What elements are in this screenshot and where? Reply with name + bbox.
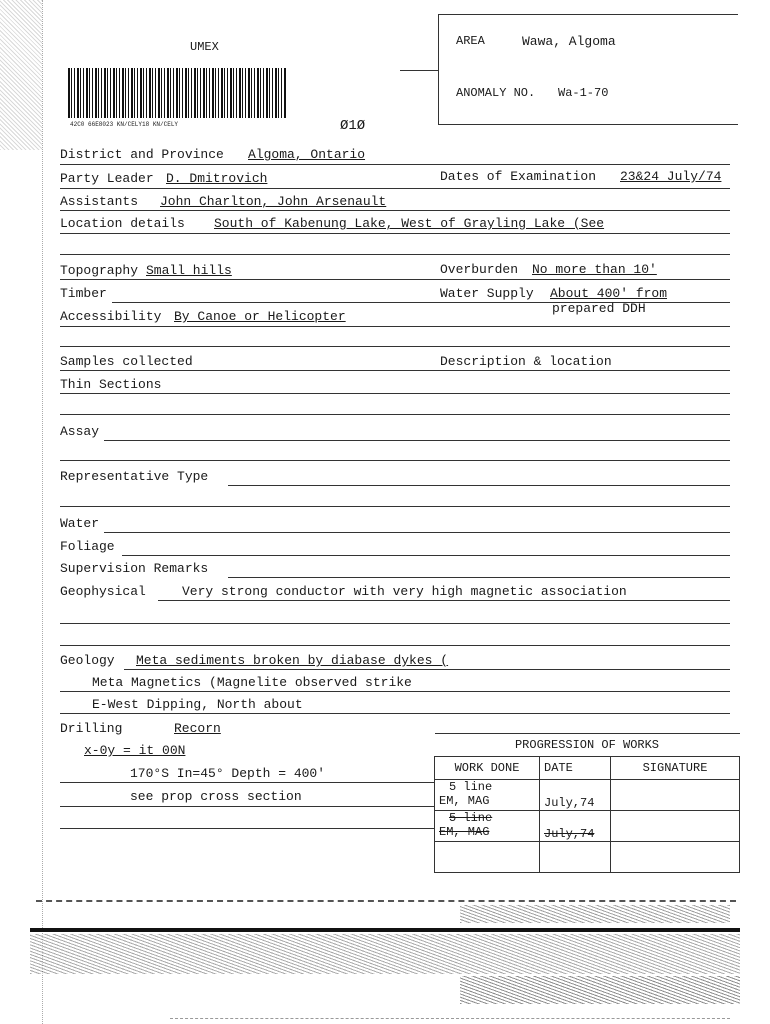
date-cell: July,74: [540, 780, 611, 811]
header-bottom-rule: [438, 124, 738, 125]
rule: [60, 645, 730, 646]
rule: [60, 460, 730, 461]
drilling-line-4: see prop cross section: [130, 789, 302, 804]
party-leader-value: D. Dmitrovich: [166, 171, 268, 186]
drilling-line-3: 170°S In=45° Depth = 400': [130, 766, 326, 781]
rule: [60, 806, 434, 807]
header-work-done: WORK DONE: [435, 757, 540, 780]
dates-value: 23&24 July/74: [620, 169, 722, 184]
area-label: AREA: [456, 34, 485, 48]
water-label: Water: [60, 516, 100, 531]
drilling-label: Drilling: [60, 721, 123, 736]
header-date: DATE: [540, 757, 611, 780]
description-label: Description & location: [440, 354, 612, 369]
geology-label: Geology: [60, 653, 115, 668]
party-leader-label: Party Leader: [60, 171, 154, 186]
work-line-2: EM, MAG: [439, 794, 490, 808]
geology-line-2: Meta Magnetics (Magnelite observed strike: [92, 675, 412, 690]
table-row: [435, 780, 740, 811]
geophysical-value: Very strong conductor with very high magnetic association: [182, 584, 627, 599]
header-signature: SIGNATURE: [611, 757, 740, 780]
header-top-rule: [438, 14, 738, 15]
rule: [60, 713, 730, 714]
assay-label: Assay: [60, 424, 100, 439]
scan-edge: [42, 0, 43, 1024]
geology-value: Meta sediments broken by diabase dykes (: [136, 653, 449, 668]
rule: [60, 623, 730, 624]
rule: [60, 370, 730, 371]
work-done-cell: [435, 811, 540, 842]
rule: [60, 828, 434, 829]
rule: [60, 691, 730, 692]
foliage-label: Foliage: [60, 539, 115, 554]
water-supply-label: Water Supply: [440, 286, 534, 301]
thin-sections-label: Thin Sections: [60, 377, 162, 392]
assistants-label: Assistants: [60, 194, 139, 209]
location-value: South of Kabenung Lake, West of Grayling Lake (See: [214, 216, 605, 231]
rule: [60, 506, 730, 507]
rule: [60, 254, 730, 255]
work-done-cell: [435, 780, 540, 811]
scan-noise-band: [460, 976, 740, 1004]
timber-label: Timber: [60, 286, 107, 301]
geophysical-label: Geophysical: [60, 584, 146, 599]
drilling-value: Recorn: [174, 721, 221, 736]
rule: [104, 440, 730, 441]
water-supply-value-2: prepared DDH: [552, 301, 646, 316]
rule: [60, 393, 730, 394]
work-line-1: 5 line: [449, 811, 493, 825]
area-value: Wawa, Algoma: [522, 34, 616, 49]
topography-label: Topography: [60, 263, 139, 278]
rule: [60, 782, 434, 783]
table-row: [435, 842, 740, 873]
scan-noise-rule: [30, 928, 740, 932]
date-cell: July,74: [540, 811, 611, 842]
progression-table: [434, 733, 740, 873]
rule: [228, 485, 730, 486]
dates-label: Dates of Examination: [440, 169, 597, 184]
rule: [60, 346, 730, 347]
samples-label: Samples collected: [60, 354, 193, 369]
accessibility-value: By Canoe or Helicopter: [174, 309, 346, 324]
rule: [228, 577, 730, 578]
accessibility-label: Accessibility: [60, 309, 162, 324]
org-name: UMEX: [190, 40, 219, 54]
signature-cell: [611, 811, 740, 842]
scan-noise-band: [30, 934, 740, 974]
rule: [124, 669, 730, 670]
scan-noise-rule: [170, 1018, 730, 1019]
district-label: District and Province: [60, 147, 224, 162]
scan-noise-left: [0, 0, 42, 150]
form-code: Ø1Ø: [340, 118, 366, 134]
work-line-2: EM, MAG: [439, 825, 490, 839]
rule: [60, 279, 730, 280]
water-supply-value: About 400' from: [550, 286, 668, 301]
rule: [60, 414, 730, 415]
anomaly-value: Wa-1-70: [558, 86, 609, 100]
rule: [122, 555, 730, 556]
barcode-text: 42C0 66E8023 KN/CELY18 KN/CELY: [70, 121, 179, 128]
rule: [60, 164, 730, 165]
scan-noise-band: [460, 905, 730, 923]
location-label: Location details: [60, 216, 185, 231]
rule: [104, 532, 730, 533]
rule: [60, 233, 730, 234]
topography-value: Small hills: [146, 263, 232, 278]
anomaly-label: ANOMALY NO.: [456, 86, 536, 100]
district-value: Algoma, Ontario: [248, 147, 366, 162]
drilling-line-2: x-0y = it 00N: [84, 743, 186, 758]
empty-cell: [540, 842, 611, 873]
rule: [60, 188, 730, 189]
header-tick: [400, 70, 438, 71]
overburden-label: Overburden: [440, 262, 519, 277]
supervision-label: Supervision Remarks: [60, 561, 209, 576]
geology-line-3: E-West Dipping, North about: [92, 697, 303, 712]
barcode: [68, 68, 286, 118]
rule: [60, 210, 730, 211]
work-line-1: 5 line: [449, 780, 493, 794]
progression-title: PROGRESSION OF WORKS: [435, 734, 740, 757]
assistants-value: John Charlton, John Arsenault: [160, 194, 387, 209]
empty-cell: [611, 842, 740, 873]
scan-noise-rule: [36, 900, 736, 902]
empty-cell: [435, 842, 540, 873]
rep-type-label: Representative Type: [60, 469, 209, 484]
rule: [60, 326, 730, 327]
rule: [158, 600, 730, 601]
overburden-value: No more than 10': [532, 262, 657, 277]
header-divider: [438, 14, 439, 124]
table-row: [435, 811, 740, 842]
signature-cell: [611, 780, 740, 811]
